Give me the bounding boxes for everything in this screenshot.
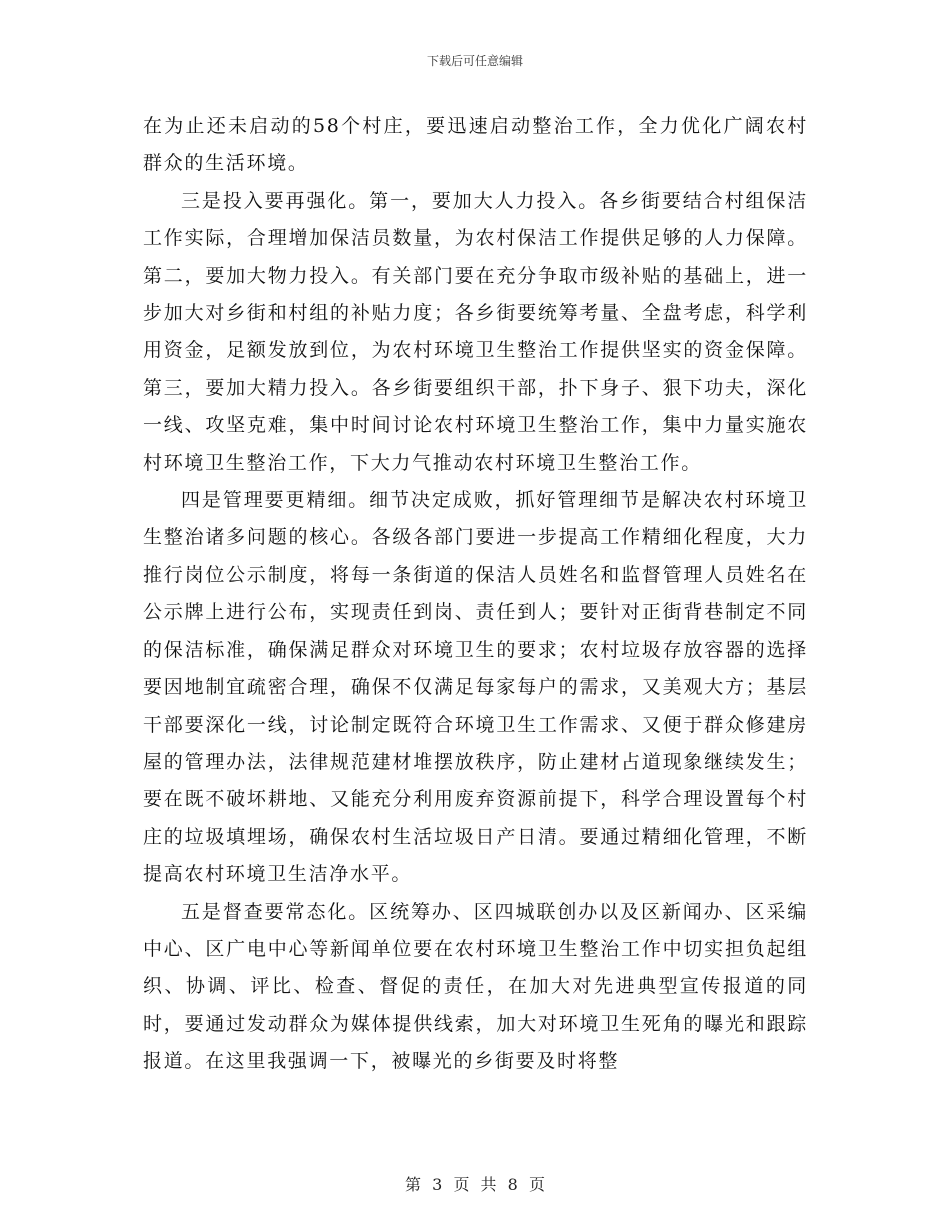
footer-total-word: 共 [480, 1175, 497, 1194]
paragraph-continuation: 在为止还未启动的58个村庄，要迅速启动整治工作，全力优化广阔农村群众的生活环境。 [143, 115, 808, 175]
footer-suffix: 页 [528, 1175, 545, 1194]
paragraph-management: 四是管理要更精细。细节决定成败，抓好管理细节是解决农村环境卫生整治诸多问题的核心。各级各部门要进一步提高工作精细化程度，大力推行岗位公示制度，将每一条街道的保洁人员姓名和监督管理人员姓名在公示牌上进行公布，实现责任到岗、责任到人；要针对正街背巷制定不同的保洁标准，确保满足群众对环境卫生的要求；农村垃圾存放容器的选择要因地制宜疏密合理，确保不仅满足每家每户的需求，又美观大方；基层干部要深化一线，讨论制定既符合环境卫生工作需求、又便于群众修建房屋的管理办法，法律规范建材堆摆放秩序，防止建材占道现象继续发生；要在既不破坏耕地、又能充分利用废弃资源前提下，科学合理设置每个村庄的垃圾填埋场，确保农村生活垃圾日产日清。要通过精细化管理，不断提高农村环境卫生洁净水平。 [143, 489, 808, 886]
paragraph-supervision: 五是督查要常态化。区统筹办、区四城联创办以及区新闻办、区采编中心、区广电中心等新闻单位要在农村环境卫生整治工作中切实担负起组织、协调、评比、检查、督促的责任，在加大对先进典型宣传报道的同时，要通过发动群众为媒体提供线索，加大对环境卫生死角的曝光和跟踪报道。在这里我强调一下，被曝光的乡街要及时将整 [143, 900, 808, 1073]
document-body [143, 108, 808, 1081]
page-footer [0, 1175, 950, 1195]
footer-total-pages: 8 [507, 1175, 518, 1194]
footer-current-page: 3 [432, 1175, 443, 1194]
paragraph-investment: 三是投入要再强化。第一，要加大人力投入。各乡街要结合村组保洁工作实际，合理增加保洁员数量，为农村保洁工作提供足够的人力保障。第二，要加大物力投入。有关部门要在充分争取市级补贴的基础上，进一步加大对乡街和村组的补贴力度；各乡街要统筹考量、全盘考虑，科学利用资金，足额发放到位，为农村环境卫生整治工作提供坚实的资金保障。第三，要加大精力投入。各乡街要组织干部，扑下身子、狠下功夫，深化一线、攻坚克难，集中时间讨论农村环境卫生整治工作，集中力量实施农村环境卫生整治工作，下大力气推动农村环境卫生整治工作。 [143, 189, 808, 474]
page-header [0, 53, 950, 69]
footer-prefix: 第 [405, 1175, 422, 1194]
footer-page-word: 页 [453, 1175, 470, 1194]
header-note: 下载后可任意编辑 [426, 54, 523, 68]
